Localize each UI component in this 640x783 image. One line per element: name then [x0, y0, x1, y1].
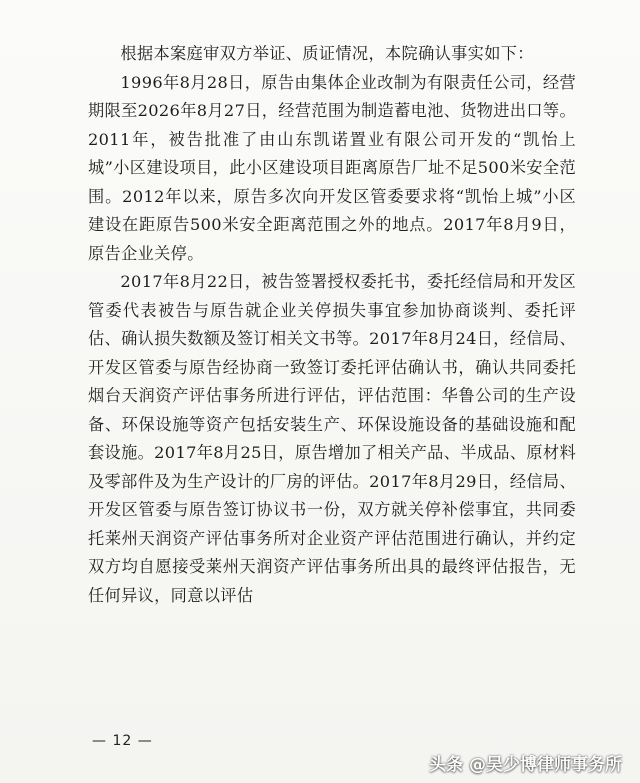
- intro-paragraph: 根据本案庭审双方举证、质证情况，本院确认事实如下：: [120, 44, 534, 63]
- watermark-text: 头条 @吴少博律师事务所: [429, 755, 622, 775]
- fact-paragraph-1: 1996年8月28日，原告由集体企业改制为有限责任公司，经营期限至2026年8月27日，经营范围为制造蓄电池、货物进出口等。2011年，被告批准了由山东凯诺置业有限公司开发的“凯怡上城”小区建设项目，此小区建设项目距离原告厂址不足500米安全范围。2012年以来，原告多次向开发区管委要求将“凯怡上城”小区建设在距原告500米安全距离范围之外的地点。2017年8月9日，原告企业关停。: [88, 72, 576, 263]
- document-body: [88, 40, 576, 610]
- fact-paragraph-2: 2017年8月22日，被告签署授权委托书，委托经信局和开发区管委代表被告与原告就企业关停损失事宜参加协商谈判、委托评估、确认损失数额及签订相关文书等。2017年8月24日，经信局、开发区管委与原告经协商一致签订委托评估确认书，确认共同委托烟台天润资产评估事务所进行评估，评估范围：华鲁公司的生产设备、环保设施等资产包括安装生产、环保设施设备的基础设施和配套设施。2017年8月25日，原告增加了相关产品、半成品、原材料及零部件及为生产设计的厂房的评估。2017年8月29日，经信局、开发区管委与原告签订协议书一份，双方就关停补偿事宜，共同委托莱州天润资产评估事务所对企业资产评估范围进行确认，并约定双方均自愿接受莱州天润资产评估事务所出具的最终评估报告，无任何异议，同意以评估: [88, 272, 576, 605]
- page-number: — 12 —: [92, 733, 153, 749]
